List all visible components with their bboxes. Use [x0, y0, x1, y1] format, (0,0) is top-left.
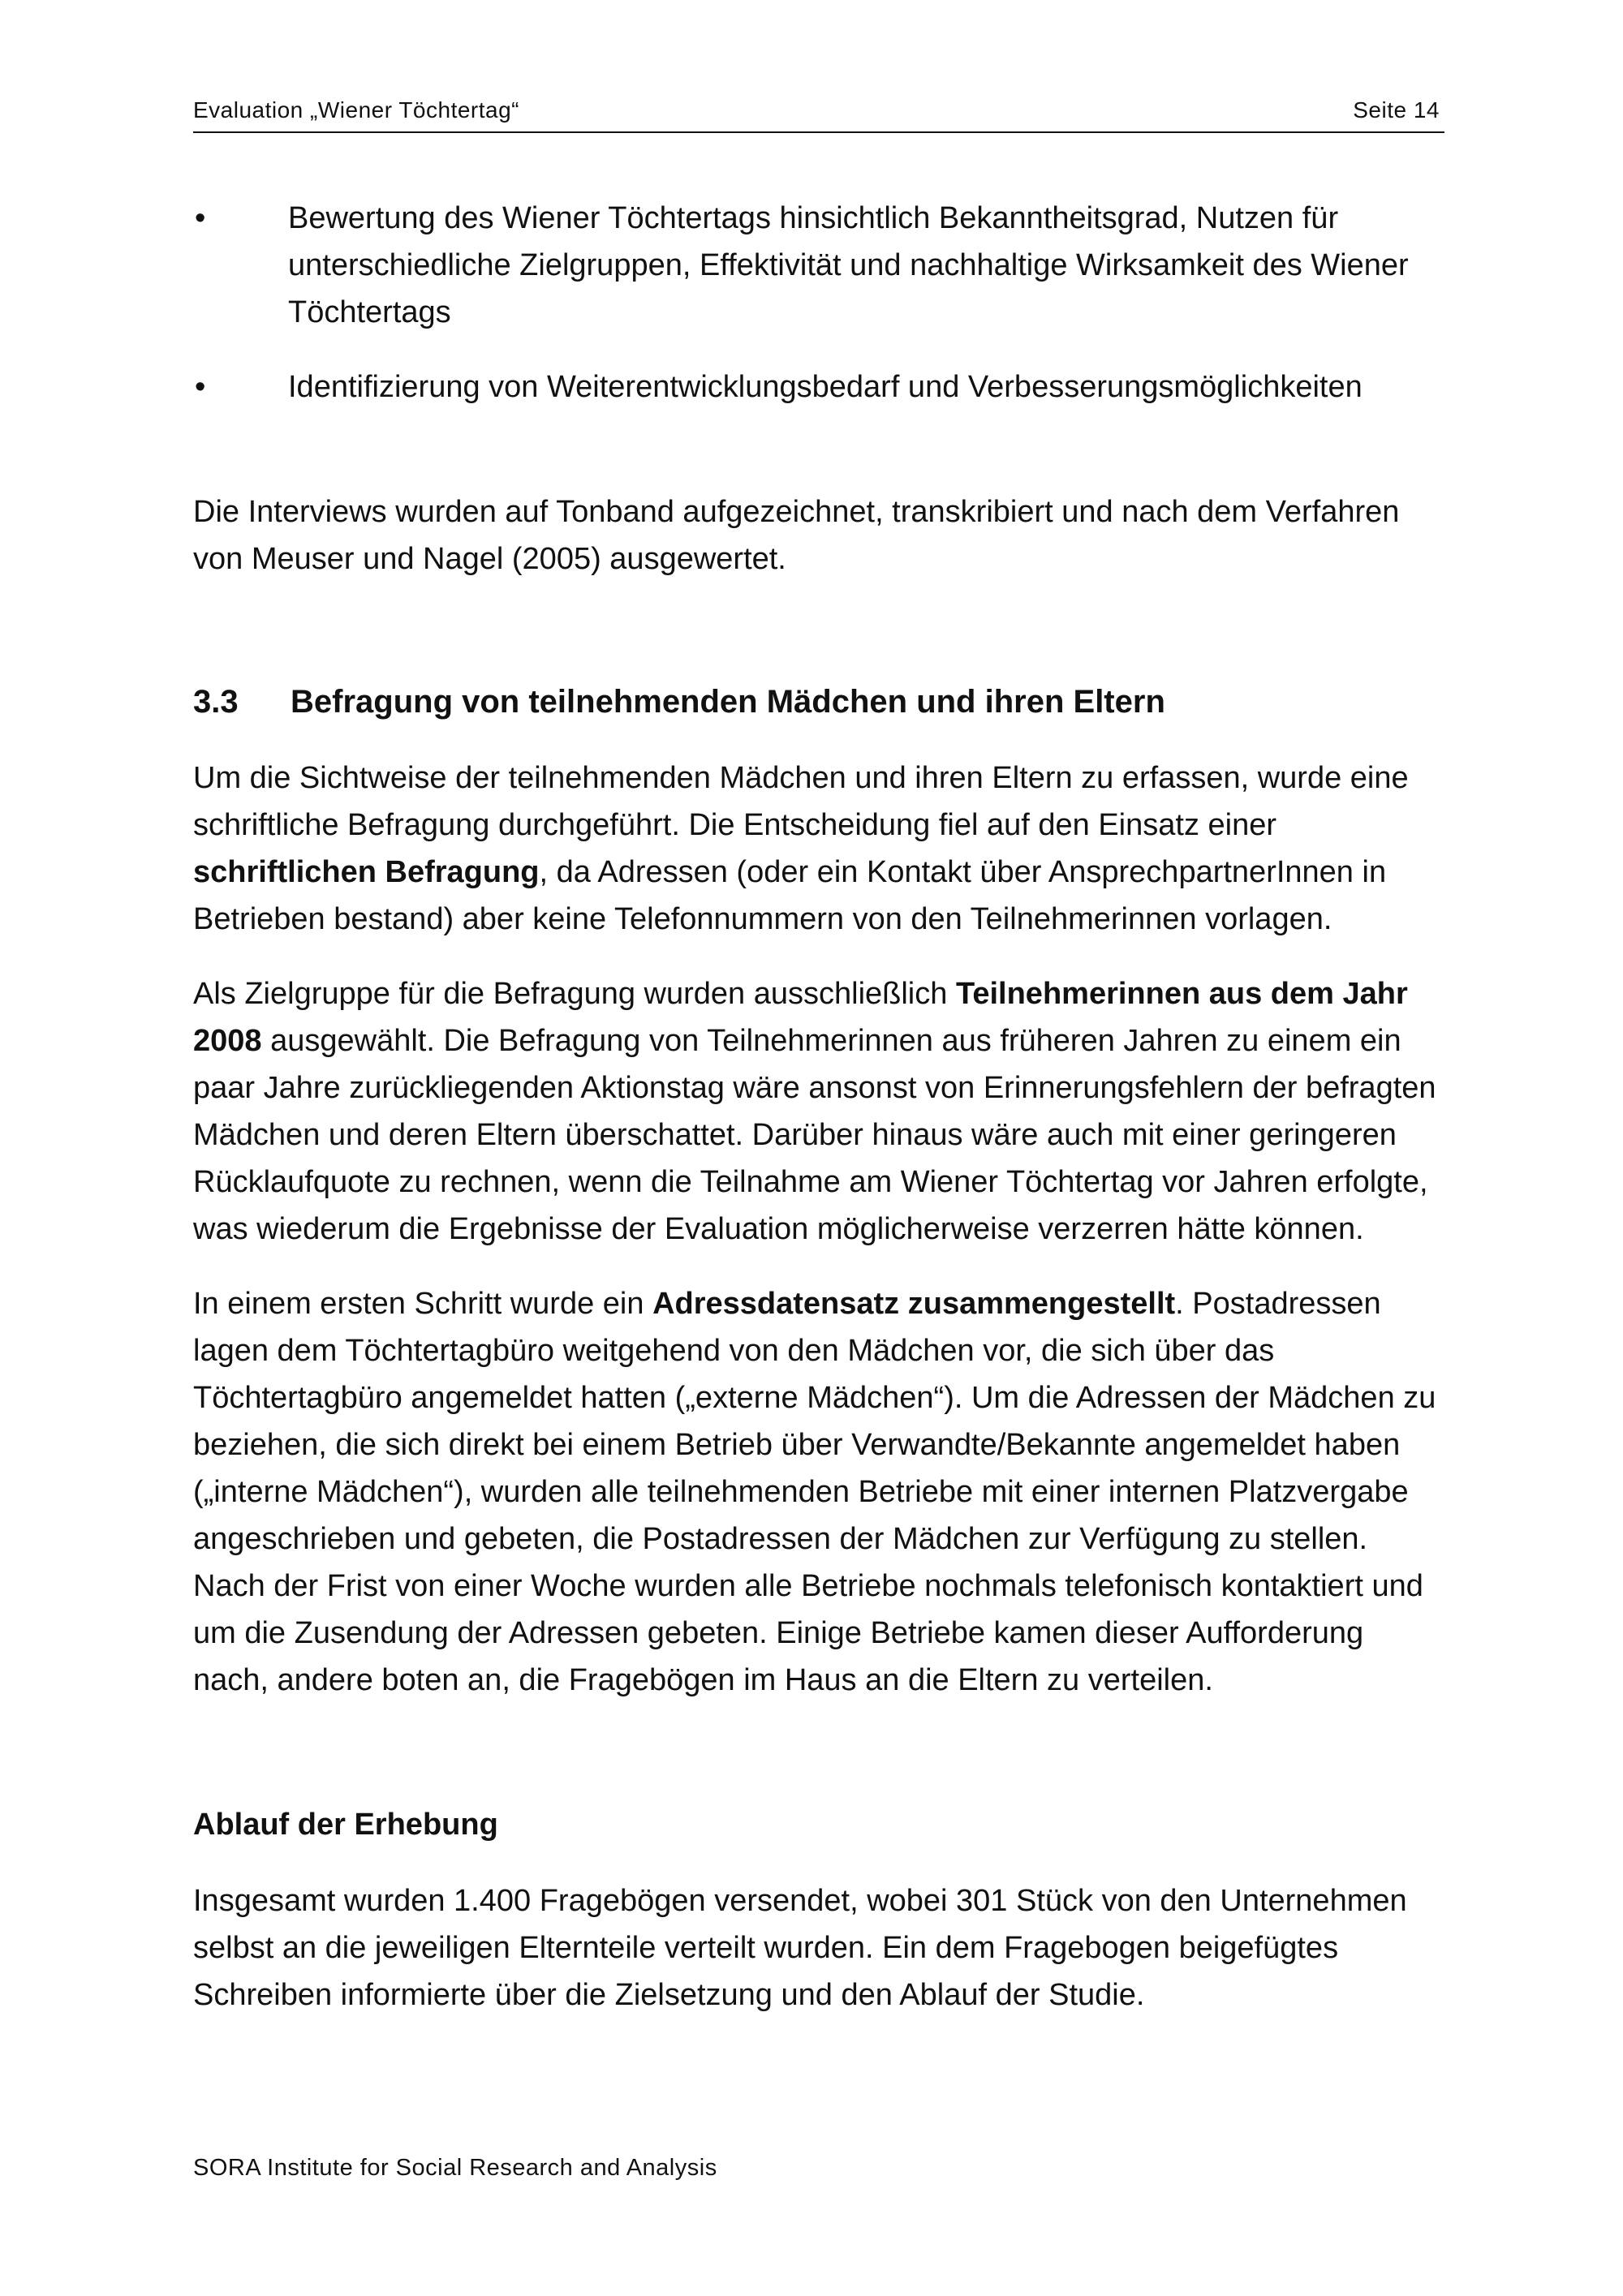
- page-number: Seite 14: [1353, 97, 1440, 123]
- bold-text: Adressdatensatz zusammengestellt: [652, 1287, 1176, 1321]
- section-title: Befragung von teilnehmenden Mädchen und ihren Eltern: [291, 684, 1165, 720]
- subsection-paragraph: Insgesamt wurden 1.400 Fragebögen versendet, wobei 301 Stück von den Unternehmen selbst an die jeweiligen Elternteile verteilt wurden. Ein dem Fragebogen beigefügtes Schreiben informierte über die Zielsetzung und den Ablauf der Studie.: [193, 1884, 1407, 2012]
- page-header: [193, 96, 1444, 133]
- bold-text: schriftlichen Befragung: [193, 855, 540, 889]
- section-paragraph-1: [193, 755, 1443, 943]
- bullet-icon: •: [195, 201, 206, 235]
- intro-paragraph: Die Interviews wurden auf Tonband aufgezeichnet, transkribiert und nach dem Verfahren von Meuser und Nagel (2005) ausgewertet.: [193, 495, 1400, 576]
- bold-text: Teilnehmerinnen aus dem Jahr 2008: [193, 977, 1408, 1058]
- list-item: [193, 363, 1443, 411]
- text-run: , da Adressen (oder ein Kontakt über AnsprechpartnerInnen in Betrieben bestand) aber keine Telefonnummern von den Teilnehmerinnen vorlagen.: [193, 855, 1387, 936]
- section-number: 3.3: [193, 684, 239, 720]
- text-run: In einem ersten Schritt wurde ein: [193, 1287, 653, 1321]
- subsection-heading: Ablauf der Erhebung: [193, 1808, 498, 1842]
- list-item-text: Identifizierung von Weiterentwicklungsbedarf und Verbesserungsmöglichkeiten: [288, 370, 1363, 404]
- list-item-text: Bewertung des Wiener Töchtertags hinsichtlich Bekanntheitsgrad, Nutzen für unterschiedliche Zielgruppen, Effektivität und nachhaltige Wirksamkeit des Wiener Töchtertags: [288, 201, 1409, 329]
- document-body: [193, 195, 1443, 2046]
- page-footer: SORA Institute for Social Research and Analysis: [193, 2155, 717, 2181]
- bullet-icon: •: [195, 370, 206, 404]
- header-title: Evaluation „Wiener Töchtertag“: [193, 97, 519, 123]
- section-paragraph-3: [193, 1280, 1443, 1704]
- section-heading: [193, 678, 1443, 725]
- text-run: ausgewählt. Die Befragung von Teilnehmerinnen aus früheren Jahren zu einem ein paar Jahre zurückliegenden Aktionstag wäre ansonst von Erinnerungsfehlern der befragten Mädchen und deren Eltern überschattet. Darüber hinaus wäre auch mit einer geringeren Rücklaufquote zu rechnen, wenn die Teilnahme am Wiener Töchtertag vor Jahren erfolgte, was wiederum die Ergebnisse der Evaluation möglicherweise verzerren hätte können.: [193, 1024, 1436, 1246]
- text-run: . Postadressen lagen dem Töchtertagbüro weitgehend von den Mädchen vor, die sich über das Töchtertagbüro angemeldet hatten („externe Mädchen“). Um die Adressen der Mädchen zu beziehen, die sich direkt bei einem Betrieb über Verwandte/Bekannte angemeldet haben („interne Mädchen“), wurden alle teilnehmenden Betriebe mit einer internen Platzvergabe angeschrieben und gebeten, die Postadressen der Mädchen zur Verfügung zu stellen. Nach der Frist von einer Woche wurden alle Betriebe nochmals telefonisch kontaktiert und um die Zusendung der Adressen gebeten. Einige Betriebe kamen dieser Aufforderung nach, andere boten an, die Fragebögen im Haus an die Eltern zu verteilen.: [193, 1287, 1436, 1697]
- text-run: Um die Sichtweise der teilnehmenden Mädchen und ihren Eltern zu erfassen, wurde eine schriftliche Befragung durchgeführt. Die Entscheidung fiel auf den Einsatz einer: [193, 761, 1409, 842]
- text-run: Als Zielgruppe für die Befragung wurden ausschließlich: [193, 977, 956, 1011]
- section-paragraph-2: [193, 970, 1443, 1253]
- list-item: [193, 195, 1443, 336]
